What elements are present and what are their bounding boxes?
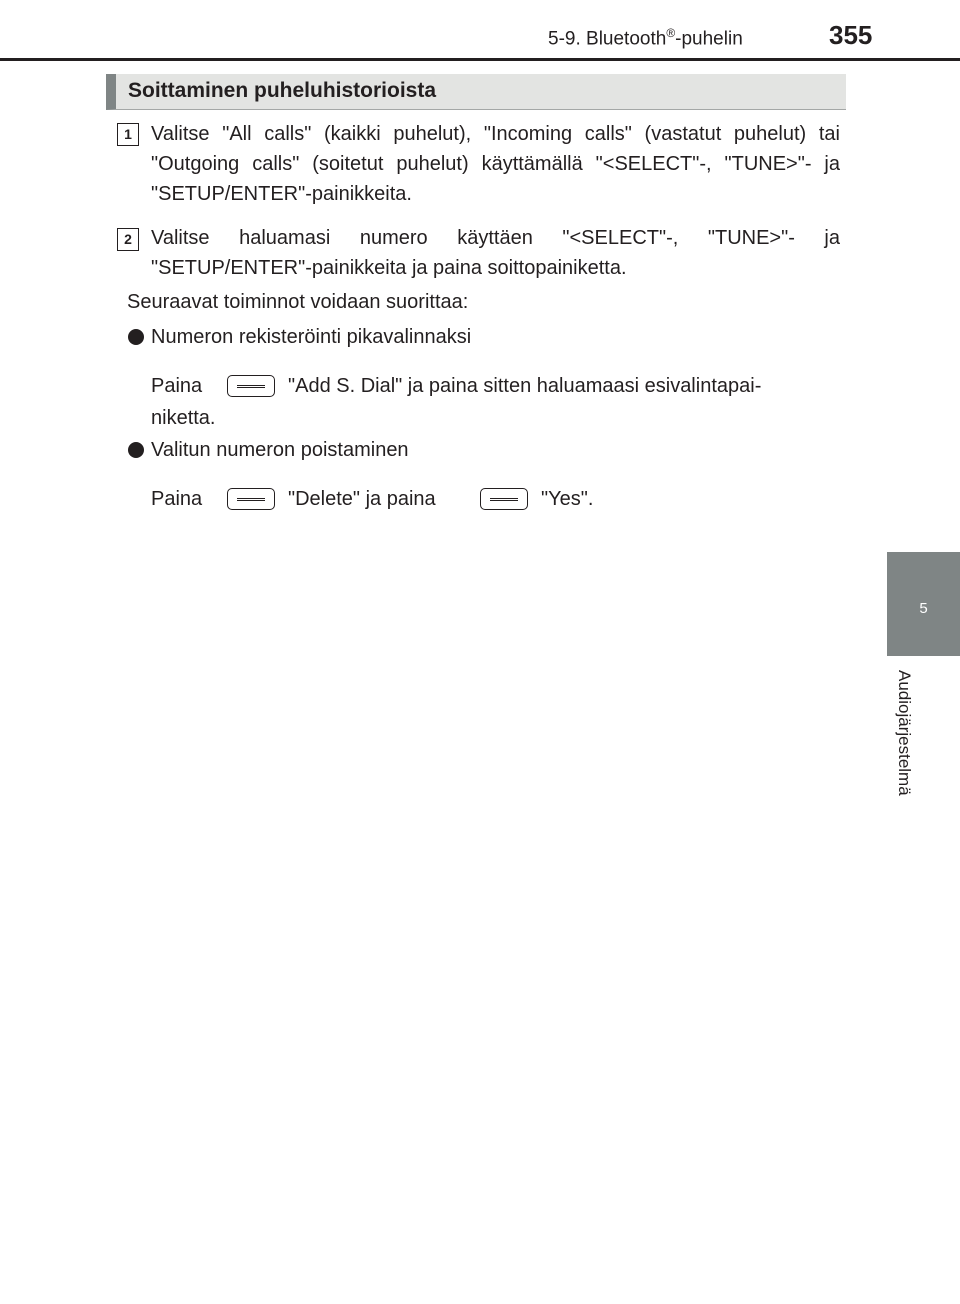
option-title: Numeron rekisteröinti pikavalinnaksi bbox=[151, 326, 472, 348]
option-instruction-paina: Paina bbox=[151, 488, 203, 510]
menu-button-icon bbox=[227, 375, 275, 397]
option-instruction-paina: Paina bbox=[151, 375, 203, 397]
header-section-title: 5-9. Bluetooth®-puhelin bbox=[548, 26, 743, 50]
menu-button-icon bbox=[480, 488, 528, 510]
step-1-text: Valitse "All calls" (kaikki puhelut), "Incoming calls" (vastatut puhelut) tai "Outgoing calls" (soitetut puhelut) käyttämällä "<SELECT"-, "TUNE>"- ja "SETUP/ENTER"-painikkeita. bbox=[151, 123, 840, 205]
section-heading-text: Soittaminen puheluhistorioista bbox=[128, 79, 437, 102]
option-instruction-end: "Yes". bbox=[541, 488, 594, 510]
option-instruction-text: "Delete" ja paina bbox=[288, 488, 436, 510]
chapter-title: Audiojärjestelmä bbox=[895, 670, 914, 796]
chapter-tab bbox=[887, 552, 960, 656]
option-title: Valitun numeron poistaminen bbox=[151, 439, 409, 461]
option-instruction-text: "Add S. Dial" ja paina sitten haluamaasi esivalintapai- bbox=[288, 375, 762, 397]
chapter-side-label bbox=[896, 670, 918, 820]
option-instruction-continuation: niketta. bbox=[151, 407, 216, 429]
section-heading bbox=[106, 74, 846, 110]
bullet-icon bbox=[128, 442, 144, 458]
step-number-badge: 1 bbox=[117, 123, 139, 146]
step-number-badge: 2 bbox=[117, 228, 139, 251]
options-intro: Seuraavat toiminnot voidaan suorittaa: bbox=[127, 291, 469, 313]
chapter-number: 5 bbox=[919, 600, 928, 617]
step-2-text: Valitse haluamasi numero käyttäen "<SELECT"-, "TUNE>"- ja "SETUP/ENTER"-painikkeita ja paina soittopainiketta. bbox=[151, 227, 840, 279]
bullet-icon bbox=[128, 329, 144, 345]
page-number: 355 bbox=[829, 20, 873, 50]
header-rule bbox=[0, 58, 960, 61]
menu-button-icon bbox=[227, 488, 275, 510]
